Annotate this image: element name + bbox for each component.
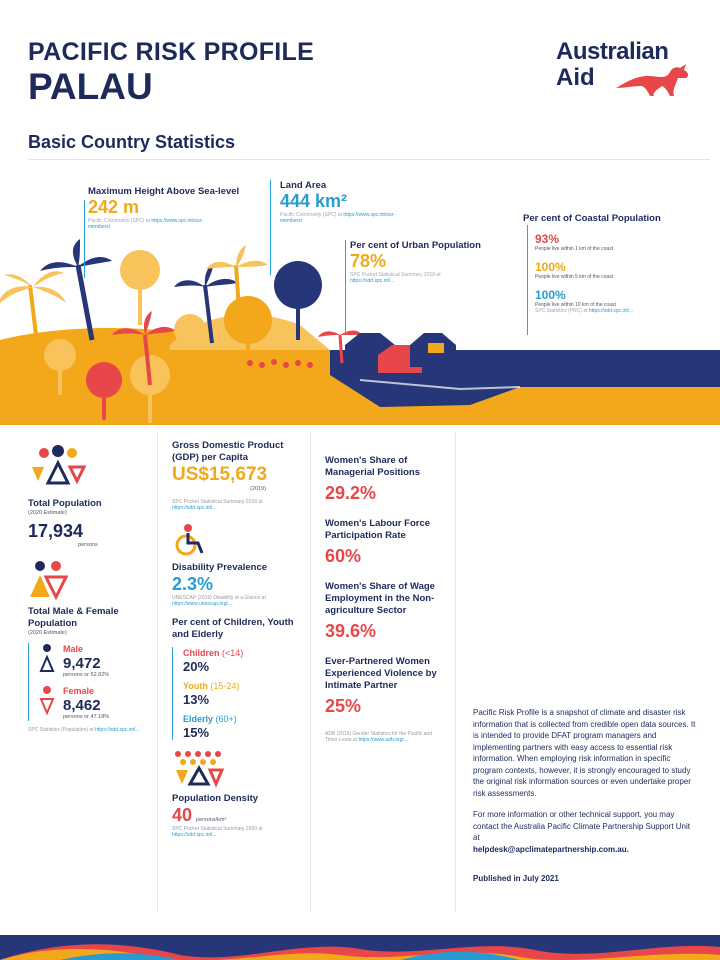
- section-divider: [28, 159, 710, 160]
- gender-link[interactable]: https://www.adb.org/...: [358, 737, 408, 743]
- logo-line2: Aid: [556, 64, 595, 91]
- footer-pattern: [0, 935, 720, 960]
- kangaroo-icon: [612, 62, 702, 98]
- age-groups-title: Per cent of Children, Youth and Elderly: [172, 617, 294, 640]
- stat-coastal: [523, 213, 703, 314]
- max-height-source: Pacific Community (SPC) at https://www.spc.int/our-members/: [88, 218, 204, 230]
- density-link[interactable]: https://sdd.spc.int/...: [172, 832, 217, 838]
- about-column: [473, 707, 698, 885]
- land-area-title: Land Area: [280, 180, 327, 191]
- population-source: SPC Statistics (Population) at https://sdd.spc.int/...: [28, 727, 140, 733]
- max-height-value: 242 m: [88, 197, 140, 217]
- coastal-10km-label: People live within 10 km of the coast: [535, 302, 616, 308]
- urban-title: Per cent of Urban Population: [350, 240, 481, 251]
- coastal-1km-label: People live within 1 km of the coast: [535, 246, 614, 252]
- disability-title: Disability Prevalence: [172, 562, 268, 573]
- gdp-source: SPC Pocket Statistical Summary 2018 at https://sdd.spc.int/...: [172, 499, 263, 511]
- managerial-value: 29.2%: [325, 483, 377, 503]
- contact-paragraph: For more information or other technical support, you may contact the Australia Pacific Climate Partnership Support Unit at: [473, 810, 690, 842]
- youth-value: 13%: [183, 692, 210, 707]
- stat-land-area: [280, 180, 400, 224]
- column-divider-3: [455, 432, 456, 912]
- gdp-value: US$15,673: [172, 464, 268, 485]
- coastal-1km-value: 93%: [535, 232, 560, 246]
- coastal-title: Per cent of Coastal Population: [523, 213, 661, 224]
- female-label: Female: [63, 686, 95, 696]
- coastal-5km-label: People live within 5 km of the coast: [535, 274, 614, 280]
- total-population-unit: persons: [78, 542, 98, 548]
- urban-value: 78%: [350, 251, 387, 271]
- disability-source: UNESCAP (2019) Disability at a Glance at https://www.unescap.org/...: [172, 595, 266, 607]
- economy-column: [172, 440, 302, 838]
- density-unit: persons/km²: [196, 817, 227, 823]
- column-divider-1: [157, 432, 158, 912]
- male-label: Male: [63, 644, 84, 654]
- urban-source: SPC Pocket Statistical Summary 2018 at https://sdd.spc.int/...: [350, 272, 441, 284]
- male-icon: [39, 643, 55, 673]
- published-date: Published in July 2021: [473, 874, 559, 883]
- male-value: 9,472: [63, 655, 101, 672]
- disability-value: 2.3%: [172, 574, 214, 594]
- max-height-title: Maximum Height Above Sea-level: [88, 186, 240, 197]
- australian-aid-logo: [556, 38, 706, 98]
- coastal-link[interactable]: https://sdd.spc.int/...: [588, 308, 634, 314]
- population-density-icon: [172, 750, 226, 788]
- land-area-value: 444 km²: [280, 191, 348, 211]
- youth-label: Youth (15-24): [183, 681, 240, 691]
- total-population-title: Total Population: [28, 498, 102, 509]
- gdp-year: (2019): [250, 486, 266, 492]
- labour-value: 60%: [325, 546, 362, 566]
- male-female-title: Total Male & Female Population: [28, 606, 119, 629]
- country-title: PALAU: [28, 66, 153, 107]
- elderly-value: 15%: [183, 725, 210, 740]
- female-unit: persons or 47.18%: [63, 714, 110, 720]
- violence-value: 25%: [325, 696, 362, 716]
- density-title: Population Density: [172, 793, 259, 804]
- male-female-note: (2020 Estimate): [28, 630, 67, 636]
- stat-max-height: [88, 186, 239, 230]
- male-unit: persons or 52.82%: [63, 672, 110, 678]
- population-link[interactable]: https://sdd.spc.int/...: [94, 727, 140, 733]
- labour-title: Women's Labour Force Participation Rate: [325, 518, 431, 541]
- population-column: [28, 445, 148, 733]
- disability-link[interactable]: https://www.unescap.org/...: [172, 601, 233, 607]
- land-area-source: Pacific Community (SPC) at https://www.spc.int/our-members/: [280, 212, 396, 224]
- gender-source: ADB (2016) Gender Statistics for the Pacific and Timor-Leste at https://www.adb.org/...: [325, 731, 432, 743]
- contact-email[interactable]: helpdesk@apclimatepartnership.com.au.: [473, 844, 629, 854]
- urban-link[interactable]: https://sdd.spc.int/...: [350, 278, 395, 284]
- violence-title: Ever-Partnered Women Experienced Violence by Intimate Partner: [325, 656, 437, 691]
- height-leader-line: [84, 200, 85, 278]
- wheelchair-icon: [172, 523, 206, 557]
- coastal-source: SPC Statistics (PRC) at https://sdd.spc.int/...: [535, 308, 634, 314]
- coastal-5km-value: 100%: [535, 260, 566, 274]
- children-label: Children (<14): [183, 648, 244, 658]
- max-height-link[interactable]: https://www.spc.int/our-members/: [88, 218, 204, 230]
- total-population-value: 17,934: [28, 521, 84, 541]
- elderly-label: Elderly (60+): [183, 714, 237, 724]
- total-population-note: (2020 Estimate): [28, 510, 67, 516]
- density-value: 40: [172, 805, 193, 825]
- managerial-title: Women's Share of Managerial Positions: [325, 455, 421, 478]
- gdp-title: Gross Domestic Product (GDP) per Capita: [172, 440, 284, 463]
- urban-leader-line: [345, 240, 346, 335]
- area-leader-line: [270, 180, 271, 275]
- footer-decorative-band: [0, 935, 720, 960]
- wage-title: Women's Share of Wage Employment in the Non-agriculture Sector: [325, 581, 435, 616]
- population-icon: [28, 445, 88, 487]
- gdp-link[interactable]: https://sdd.spc.int/...: [172, 505, 217, 511]
- report-series-title: PACIFIC RISK PROFILE: [28, 38, 315, 66]
- coastal-10km-value: 100%: [535, 288, 566, 302]
- children-value: 20%: [183, 659, 210, 674]
- about-paragraph: Pacific Risk Profile is a snapshot of climate and disaster risk information that is collected from credible open data sources. It is intended to provide DFAT program managers and implementing partners with easy access to essential risk information. When employing risk information in specific program contexts, however, it is strongly encouraged to study the original risk information sources or even undertake proper risk assessments.: [473, 708, 696, 798]
- section-heading: Basic Country Statistics: [28, 132, 236, 152]
- female-icon: [39, 685, 55, 715]
- density-source: SPC Pocket Statistical Summary 2020 at https://sdd.spc.int/...: [172, 826, 263, 838]
- logo-line1: Australian: [556, 38, 669, 65]
- gender-column: [325, 455, 445, 743]
- column-divider-2: [310, 432, 311, 912]
- wage-value: 39.6%: [325, 621, 377, 641]
- land-area-link[interactable]: https://www.spc.int/our-members/: [280, 212, 396, 224]
- male-female-icon: [28, 559, 68, 601]
- stat-urban: [350, 240, 481, 284]
- female-value: 8,462: [63, 697, 101, 714]
